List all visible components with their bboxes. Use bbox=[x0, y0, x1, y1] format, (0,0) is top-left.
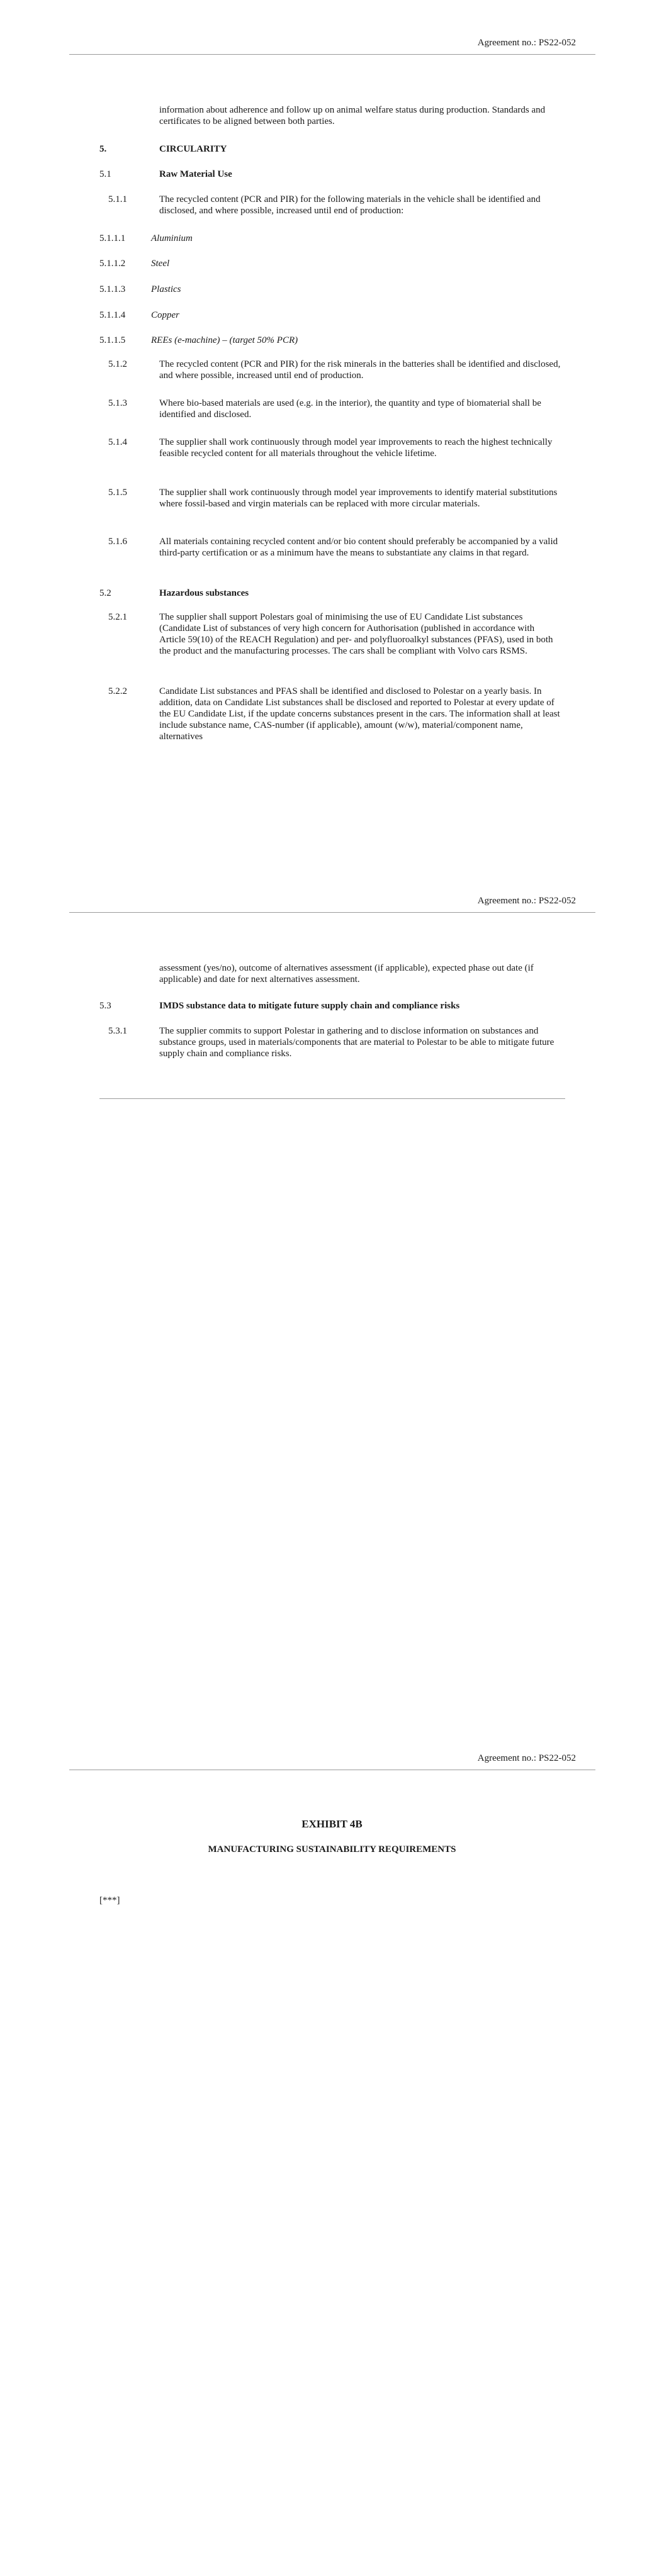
clause-5-1-1-text: The recycled content (PCR and PIR) for the following materials in the vehicle shall be identified and disclosed, and where possible, increased until end of production: bbox=[159, 194, 541, 216]
page-header-agreement-number: Agreement no.: PS22-052 bbox=[477, 896, 576, 906]
header-divider bbox=[69, 912, 595, 913]
material-item-label: Plastics bbox=[151, 284, 181, 294]
section-5-2-number: 5.2 bbox=[99, 588, 111, 598]
clause-5-3-1-text: The supplier commits to support Polestar in gathering and to disclose information on substances and substance groups, used in materials/components that are material to Polestar to be able to mitigate future supply chain and compliance risks. bbox=[159, 1026, 554, 1059]
clause-5-1-3-number: 5.1.3 bbox=[108, 398, 127, 408]
section-5-1-title: Raw Material Use bbox=[159, 169, 232, 179]
material-item-number: 5.1.1.4 bbox=[99, 310, 126, 320]
material-item-number: 5.1.1.5 bbox=[99, 335, 126, 345]
section-5-1-number: 5.1 bbox=[99, 169, 111, 179]
material-item-label: Copper bbox=[151, 310, 179, 320]
material-item-label: Steel bbox=[151, 259, 170, 269]
clause-5-1-2-text: The recycled content (PCR and PIR) for the risk minerals in the batteries shall be identified and disclosed, and where possible, increased until end of production. bbox=[159, 359, 561, 381]
section-5-2-title: Hazardous substances bbox=[159, 588, 249, 598]
clause-5-3-1-number: 5.3.1 bbox=[108, 1026, 127, 1036]
exhibit-subtitle: MANUFACTURING SUSTAINABILITY REQUIREMENTS bbox=[208, 1844, 456, 1854]
clause-5-1-5-text: The supplier shall work continuously through model year improvements to identify material substitutions where fossil-based and virgin materials can be replaced with more circular materials. bbox=[159, 488, 558, 509]
material-item-number: 5.1.1.2 bbox=[99, 259, 126, 269]
section-end-divider bbox=[99, 1098, 565, 1099]
clause-5-2-1-text: The supplier shall support Polestars goal of minimising the use of EU Candidate List substances (Candidate List of substances of very high concern for Authorisation (published in accordance with Article 59(10) of the REACH Regulation) and per- and polyfluoroalkyl substances (PFAS), used in both the product and the manufacturing processes. The cars shall be compliant with Volvo cars RSMS. bbox=[159, 612, 553, 656]
clause-5-1-6-number: 5.1.6 bbox=[108, 537, 127, 547]
clause-5-1-5-number: 5.1.5 bbox=[108, 488, 127, 498]
clause-5-1-1-number: 5.1.1 bbox=[108, 194, 127, 204]
clause-5-2-2-text: Candidate List substances and PFAS shall be identified and disclosed to Polestar on a yearly basis. In addition, data on Candidate List substances shall be disclosed and reported to Polestar at every update of the EU Candidate List, if the update concerns substances present in the cars. The information shall at least include substance name, CAS-number (if applicable), amount (w/w), material/component name, alternatives bbox=[159, 686, 560, 742]
clause-5-2-1-number: 5.2.1 bbox=[108, 612, 127, 622]
redacted-placeholder: [***] bbox=[99, 1895, 120, 1905]
clause-5-1-2-number: 5.1.2 bbox=[108, 359, 127, 369]
exhibit-title: EXHIBIT 4B bbox=[301, 1818, 363, 1830]
intro-paragraph: information about adherence and follow up on animal welfare status during production. Standards and certificates to be aligned between both parties. bbox=[159, 105, 546, 126]
clause-5-1-4-number: 5.1.4 bbox=[108, 437, 127, 447]
clause-5-1-3-text: Where bio-based materials are used (e.g. in the interior), the quantity and type of biomaterial shall be identified and disclosed. bbox=[159, 398, 541, 420]
clause-5-1-4-text: The supplier shall work continuously through model year improvements to reach the highest technically feasible recycled content for all materials throughout the vehicle lifetime. bbox=[159, 437, 553, 459]
clause-5-1-6-text: All materials containing recycled content and/or bio content should preferably be accompanied by a valid third-party certification or as a minimum have the means to substantiate any claims in that regard. bbox=[159, 537, 558, 558]
material-item-number: 5.1.1.1 bbox=[99, 233, 126, 243]
page-header-agreement-number: Agreement no.: PS22-052 bbox=[477, 38, 576, 48]
material-item-label: Aluminium bbox=[151, 233, 193, 243]
header-divider bbox=[69, 54, 595, 55]
section-5-3-title: IMDS substance data to mitigate future supply chain and compliance risks bbox=[159, 1001, 460, 1011]
section-5-title: CIRCULARITY bbox=[159, 144, 227, 154]
clause-5-2-2-continuation: assessment (yes/no), outcome of alternatives assessment (if applicable), expected phase out date (if applicable) and date for next alternatives assessment. bbox=[159, 963, 534, 984]
section-5-3-number: 5.3 bbox=[99, 1001, 111, 1011]
material-item-label: REEs (e-machine) – (target 50% PCR) bbox=[151, 335, 298, 345]
section-5-number: 5. bbox=[99, 144, 107, 154]
page-header-agreement-number: Agreement no.: PS22-052 bbox=[477, 1753, 576, 1763]
material-item-number: 5.1.1.3 bbox=[99, 284, 126, 294]
clause-5-2-2-number: 5.2.2 bbox=[108, 686, 127, 696]
